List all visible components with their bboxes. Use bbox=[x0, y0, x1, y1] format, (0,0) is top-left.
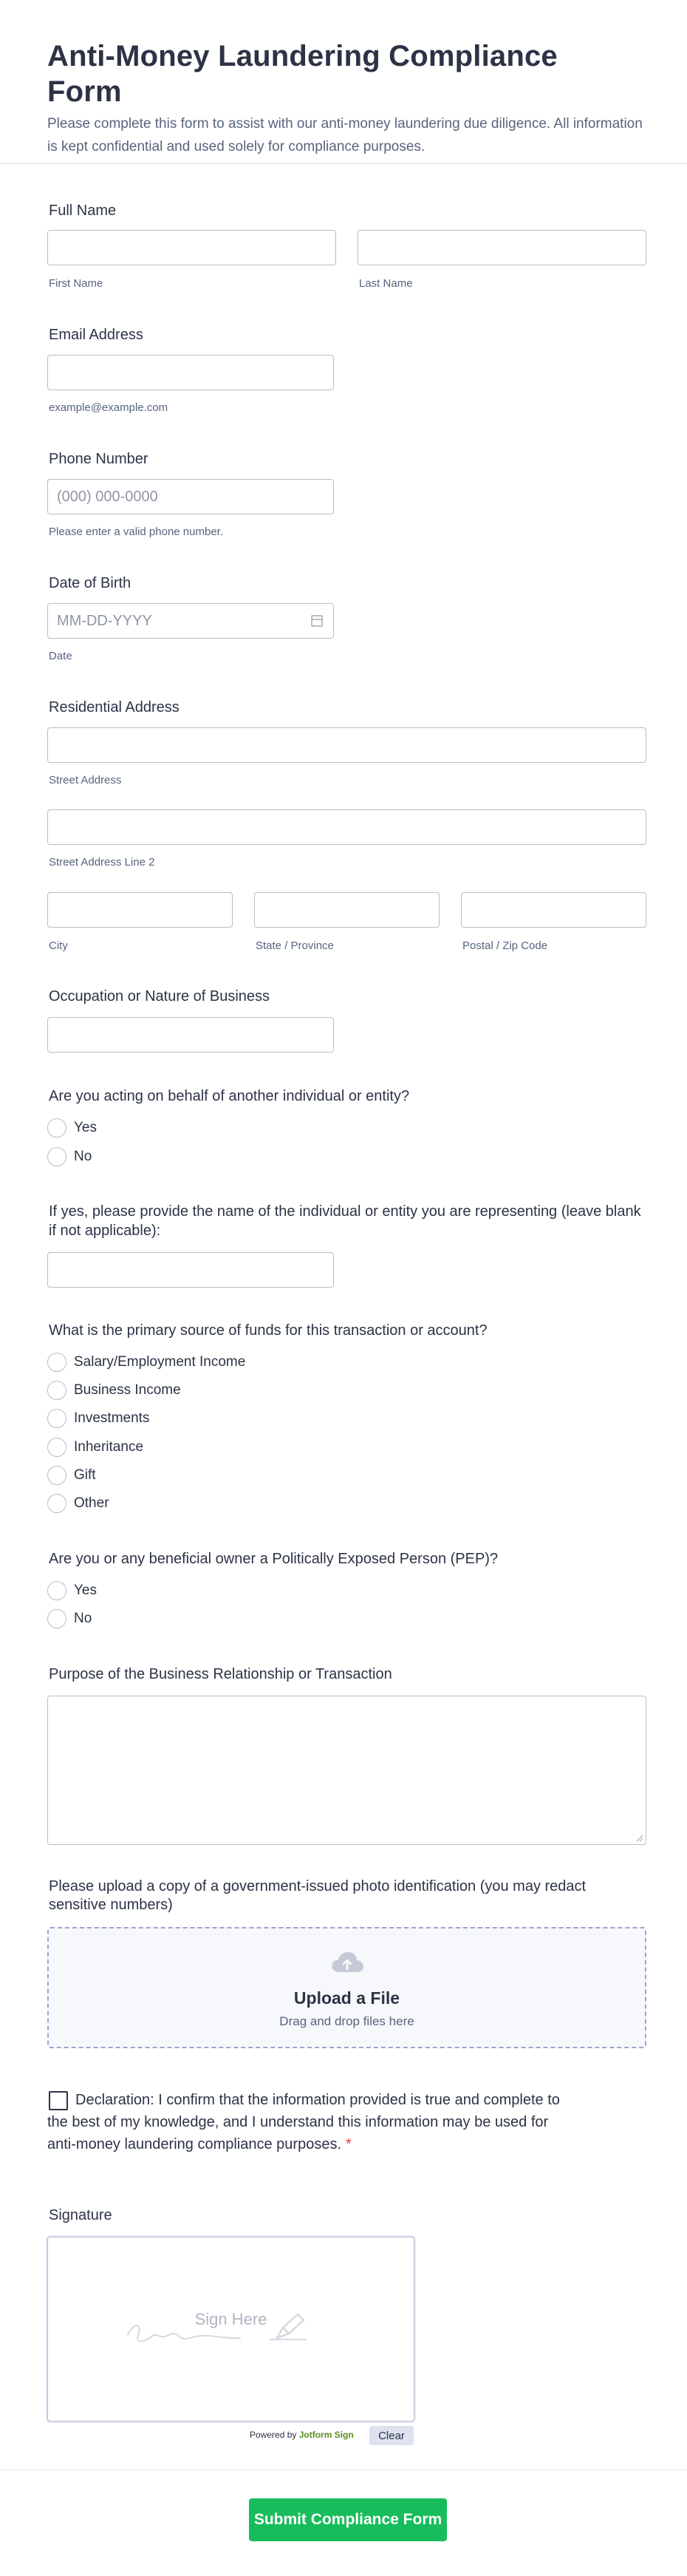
address-label: Residential Address bbox=[49, 699, 180, 716]
source-option-gift[interactable] bbox=[47, 1465, 96, 1486]
street-address-input[interactable] bbox=[47, 727, 646, 763]
upload-label: Please upload a copy of a government-issued photo identification (you may redact sensitive numbers) bbox=[49, 1878, 587, 1913]
occupation-input[interactable] bbox=[47, 1017, 334, 1053]
source-option-investments[interactable] bbox=[47, 1408, 149, 1429]
calendar-icon[interactable] bbox=[311, 615, 323, 627]
street-address-line2-input[interactable] bbox=[47, 809, 646, 845]
cloud-upload-icon bbox=[329, 1949, 365, 1974]
radio-button[interactable] bbox=[47, 1494, 66, 1513]
dob-placeholder: MM-DD-YYYY bbox=[57, 613, 152, 629]
radio-button[interactable] bbox=[47, 1438, 66, 1457]
resize-grip-icon[interactable] bbox=[636, 1835, 643, 1842]
radio-button[interactable] bbox=[47, 1466, 66, 1485]
radio-label: Salary/Employment Income bbox=[74, 1354, 246, 1370]
phone-label: Phone Number bbox=[49, 451, 148, 467]
powered-prefix: Powered by bbox=[250, 2430, 297, 2440]
radio-button[interactable] bbox=[47, 1118, 66, 1138]
submit-button[interactable]: Submit Compliance Form bbox=[249, 2498, 447, 2541]
represented-name-label: If yes, please provide the name of the individual or entity you are representing (leave blank if not applicable): bbox=[49, 1203, 641, 1239]
powered-brand[interactable]: Jotform Sign bbox=[298, 2430, 354, 2440]
phone-input[interactable]: (000) 000-0000 bbox=[47, 479, 334, 514]
radio-label: Gift bbox=[74, 1467, 96, 1483]
form-header bbox=[0, 0, 687, 164]
dob-sublabel: Date bbox=[49, 650, 72, 662]
clear-signature-button[interactable]: Clear bbox=[369, 2426, 414, 2445]
form-title: Anti-Money Laundering Compliance Form bbox=[47, 40, 558, 108]
last-name-sublabel: Last Name bbox=[359, 277, 413, 290]
city-sublabel: City bbox=[49, 939, 68, 952]
source-option-inheritance[interactable] bbox=[47, 1437, 143, 1458]
radio-label: Yes bbox=[74, 1583, 97, 1598]
purpose-textarea[interactable] bbox=[47, 1696, 646, 1845]
file-upload-dropzone[interactable] bbox=[47, 1927, 646, 2048]
radio-button[interactable] bbox=[47, 1147, 66, 1166]
occupation-label: Occupation or Nature of Business bbox=[49, 988, 270, 1005]
radio-button[interactable] bbox=[47, 1409, 66, 1428]
required-mark: * bbox=[346, 2136, 352, 2152]
email-input[interactable] bbox=[47, 355, 334, 390]
radio-label: No bbox=[74, 1149, 92, 1164]
form-subtitle: Please complete this form to assist with our anti-money laundering due diligence. All information is kept confidential and used solely for compliance purposes. bbox=[47, 116, 643, 154]
pep-label: Are you or any beneficial owner a Politically Exposed Person (PEP)? bbox=[49, 1551, 499, 1567]
acting-on-behalf-option-yes[interactable] bbox=[47, 1118, 97, 1138]
phone-sublabel: Please enter a valid phone number. bbox=[49, 526, 223, 538]
radio-label: Investments bbox=[74, 1410, 150, 1426]
city-input[interactable] bbox=[47, 892, 233, 928]
radio-label: Other bbox=[74, 1495, 109, 1511]
signature-pad[interactable] bbox=[47, 2237, 414, 2422]
first-name-input[interactable] bbox=[47, 230, 336, 265]
purpose-label: Purpose of the Business Relationship or Transaction bbox=[49, 1666, 392, 1682]
upload-title: Upload a File bbox=[293, 1988, 400, 2008]
state-input[interactable] bbox=[254, 892, 440, 928]
email-label: Email Address bbox=[49, 327, 143, 343]
source-of-funds-label: What is the primary source of funds for this transaction or account? bbox=[49, 1322, 488, 1339]
radio-button[interactable] bbox=[47, 1381, 66, 1400]
source-option-business[interactable] bbox=[47, 1380, 181, 1401]
street-address-sublabel: Street Address bbox=[49, 774, 122, 786]
dob-label: Date of Birth bbox=[49, 575, 131, 591]
first-name-sublabel: First Name bbox=[49, 277, 103, 290]
radio-label: No bbox=[74, 1611, 92, 1626]
dob-input[interactable] bbox=[47, 603, 334, 639]
source-option-salary[interactable] bbox=[47, 1352, 245, 1373]
acting-on-behalf-label: Are you acting on behalf of another individual or entity? bbox=[49, 1088, 410, 1104]
pep-option-yes[interactable] bbox=[47, 1580, 97, 1601]
email-sublabel: example@example.com bbox=[49, 401, 168, 414]
state-sublabel: State / Province bbox=[256, 939, 334, 952]
declaration-text: Declaration: I confirm that the information provided is true and complete to the best of my knowledge, and I understand this information may be used for anti-money laundering compliance purposes. bbox=[47, 2092, 560, 2152]
radio-button[interactable] bbox=[47, 1353, 66, 1372]
street-address-line2-sublabel: Street Address Line 2 bbox=[49, 856, 155, 869]
represented-name-input[interactable] bbox=[47, 1252, 334, 1288]
source-option-other[interactable] bbox=[47, 1493, 109, 1514]
last-name-input[interactable] bbox=[358, 230, 646, 265]
radio-label: Business Income bbox=[74, 1382, 181, 1398]
signature-placeholder: Sign Here bbox=[194, 2310, 267, 2328]
zip-input[interactable] bbox=[461, 892, 646, 928]
pep-option-no[interactable] bbox=[47, 1608, 92, 1629]
radio-label: Yes bbox=[74, 1120, 97, 1135]
declaration-text-block bbox=[47, 2089, 579, 2155]
powered-by bbox=[250, 2430, 354, 2440]
zip-sublabel: Postal / Zip Code bbox=[462, 939, 548, 952]
acting-on-behalf-option-no[interactable] bbox=[47, 1146, 92, 1167]
upload-subtitle: Drag and drop files here bbox=[279, 2014, 414, 2028]
full-name-label: Full Name bbox=[49, 203, 117, 219]
signature-label: Signature bbox=[49, 2207, 112, 2223]
radio-button[interactable] bbox=[47, 1581, 66, 1600]
radio-label: Inheritance bbox=[74, 1439, 144, 1455]
radio-button[interactable] bbox=[47, 1609, 66, 1628]
